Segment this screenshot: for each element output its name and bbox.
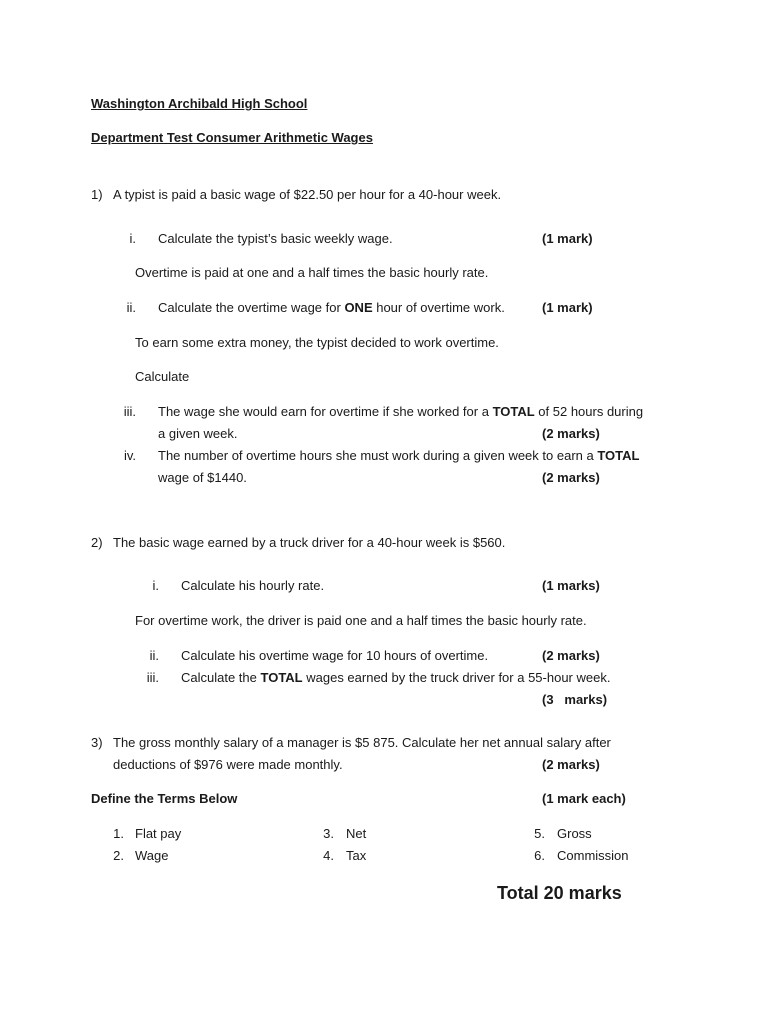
part-marks: (1 mark) [542,300,593,315]
part-text-continued: wage of $1440. [158,470,247,485]
part-number: ii. [126,300,136,315]
question-stem: The basic wage earned by a truck driver for a 40-hour week is $560. [113,535,506,550]
school-name: Washington Archibald High School [91,96,308,111]
extra-note: To earn some extra money, the typist decided to work overtime. [135,335,499,350]
total-marks: Total 20 marks [497,883,622,903]
term-label: Commission [557,848,629,863]
define-marks: (1 mark each) [542,791,626,806]
part-number: ii. [149,648,159,663]
part-text: Calculate his hourly rate. [181,578,325,593]
term-number: 4. [323,848,334,863]
question-number: 2) [91,535,103,550]
part-text: The wage she would earn for overtime if she worked for a TOTAL of 52 hours during [158,404,644,419]
question-stem: The gross monthly salary of a manager is $5 875. Calculate her net annual salary after [113,735,611,750]
part-number: iv. [123,448,136,463]
term-label: Wage [135,848,169,863]
term-number: 6. [534,848,545,863]
part-marks: (1 mark) [542,231,593,246]
question-stem-continued: deductions of $976 were made monthly. [113,757,343,772]
question-marks: (2 marks) [542,757,600,772]
part-text-continued: a given week. [158,426,238,441]
term-label: Flat pay [135,826,182,841]
part-marks: (2 marks) [542,426,600,441]
part-text: Calculate the TOTAL wages earned by the truck driver for a 55-hour week. [181,670,611,685]
part-marks: (2 marks) [542,648,600,663]
part-text: The number of overtime hours she must work during a given week to earn a TOTAL [158,448,640,463]
part-text: Calculate the overtime wage for ONE hour of overtime work. [158,300,505,315]
question-number: 3) [91,735,103,750]
overtime-note: Overtime is paid at one and a half times the basic hourly rate. [135,265,489,280]
part-number: i. [129,231,136,246]
term-number: 3. [323,826,334,841]
term-number: 1. [113,826,124,841]
term-number: 2. [113,848,124,863]
part-number: i. [152,578,159,593]
question-number: 1) [91,187,103,202]
question-stem: A typist is paid a basic wage of $22.50 per hour for a 40-hour week. [113,187,502,202]
term-label: Gross [557,826,592,841]
part-text: Calculate his overtime wage for 10 hours of overtime. [181,648,489,663]
define-heading: Define the Terms Below [91,791,238,806]
part-marks: (2 marks) [542,470,600,485]
part-number: iii. [123,404,136,419]
part-marks: (3 marks) [542,692,608,707]
term-number: 5. [534,826,545,841]
term-label: Tax [346,848,367,863]
part-number: iii. [146,670,159,685]
calculate-label: Calculate [135,369,190,384]
overtime-note: For overtime work, the driver is paid one and a half times the basic hourly rate. [135,613,587,628]
test-title: Department Test Consumer Arithmetic Wages [91,130,373,145]
term-label: Net [346,826,367,841]
part-text: Calculate the typist’s basic weekly wage. [158,231,393,246]
part-marks: (1 marks) [542,578,600,593]
